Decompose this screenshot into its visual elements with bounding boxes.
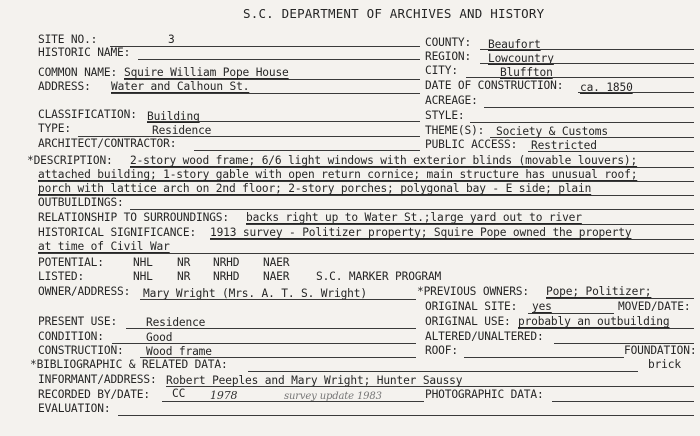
city-value: Bluffton [500,66,553,79]
potential-nrhd: NRHD [213,256,240,269]
architect-label: ARCHITECT/CONTRACTOR: [38,137,177,150]
public-access-line [528,151,694,152]
bibliographic-line [248,371,638,372]
site-no-value: 3 [168,33,175,46]
recorded-update-note: survey update 1983 [284,391,382,402]
listed-label: LISTED: [38,270,85,283]
theme-label: THEME(S): [425,124,485,137]
roof-line [464,357,624,358]
construction-label: CONSTRUCTION: [38,344,124,357]
photographic-line [552,401,694,402]
significance-label: HISTORICAL SIGNIFICANCE: [38,226,197,239]
altered-label: ALTERED/UNALTERED: [425,330,544,343]
previous-owners-label: *PREVIOUS OWNERS: [417,285,529,298]
theme-line [490,137,694,138]
informant-label: INFORMANT/ADDRESS: [38,373,157,386]
condition-label: CONDITION: [38,330,104,343]
card-header-title: S.C. DEPARTMENT OF ARCHIVES AND HISTORY [243,6,545,21]
description-label: *DESCRIPTION: [27,154,113,167]
classification-line [147,121,420,122]
evaluation-label: EVALUATION: [38,402,111,415]
present-use-value: Residence [146,316,206,329]
date-construction-label: DATE OF CONSTRUCTION: [425,79,564,92]
city-line [466,77,694,78]
original-site-label: ORIGINAL SITE: [425,300,518,313]
recorded-label: RECORDED BY/DATE: [38,388,150,401]
site-no-line [110,46,420,47]
acreage-line [484,107,694,108]
surroundings-line [246,224,694,225]
informant-line [166,386,694,387]
potential-nr: NR [177,256,191,269]
evaluation-line [118,415,694,416]
region-value: Lowcountry [488,52,554,65]
condition-line [112,343,416,344]
classification-value: Building [147,110,200,123]
site-no-label: SITE NO.: [38,33,98,46]
significance-rule-2 [38,253,694,254]
description-line-1: 2-story wood frame; 6/6 light windows with exterior blinds (movable louvers); [130,154,638,167]
common-name-label: COMMON NAME: [38,66,118,79]
region-line [480,63,694,64]
date-line [578,92,694,93]
county-label: COUNTY: [425,36,472,49]
owner-value: Mary Wright (Mrs. A. T. S. Wright) [143,287,367,300]
original-use-line [518,328,694,329]
significance-rule-1 [210,239,694,240]
roof-label: ROOF: [425,344,458,357]
listed-nrhd: NRHD [213,270,240,283]
present-use-label: PRESENT USE: [38,315,118,328]
type-label: TYPE: [38,122,71,135]
recorded-year: 1978 [210,389,238,402]
recorded-initials: CC [172,387,186,400]
surroundings-label: RELATIONSHIP TO SURROUNDINGS: [38,211,229,224]
description-line-2: attached building; 1-story gable with open return cornice; main structure has unusual roof; [38,168,638,181]
listed-nr: NR [177,270,191,283]
type-value: Residence [152,124,212,137]
style-label: STYLE: [425,109,465,122]
marker-program: S.C. MARKER PROGRAM [316,270,442,283]
potential-label: POTENTIAL: [38,256,104,269]
construction-value: Wood frame [146,345,212,358]
architect-line [194,150,420,151]
public-access-value: Restricted [531,139,597,152]
original-use-label: ORIGINAL USE: [425,315,511,328]
condition-value: Good [146,331,173,344]
owner-line [140,299,416,300]
acreage-label: ACREAGE: [425,94,478,107]
significance-line-1: 1913 survey - Politizer property; Squire Pope owned the property [210,226,632,239]
potential-naer: NAER [263,256,290,269]
historic-name-label: HISTORIC NAME: [38,46,131,59]
present-use-line [126,328,416,329]
address-label: ADDRESS: [38,80,91,93]
original-use-value: probably an outbuilding [518,315,670,328]
region-label: REGION: [425,50,472,63]
original-site-value: yes [532,300,552,313]
date-construction-value: ca. 1850 [580,81,633,94]
recorded-line [162,401,424,402]
outbuildings-line [130,209,694,210]
photographic-label: PHOTOGRAPHIC DATA: [425,388,544,401]
surroundings-value: backs right up to Water St.;large yard out to river [246,211,582,224]
listed-naer: NAER [263,270,290,283]
address-value: Water and Calhoun St. [111,80,250,93]
outbuildings-label: OUTBUILDINGS: [38,196,124,209]
previous-owners-line [546,298,694,299]
bibliographic-label: *BIBLIOGRAPHIC & RELATED DATA: [30,358,228,371]
county-line [480,49,694,50]
previous-owners-value: Pope; Politizer; [546,285,652,298]
style-line [470,122,694,123]
foundation-value: brick [648,358,681,371]
description-line-3: porch with lattice arch on 2nd floor; 2-story porches; polygonal bay - E side; plain [38,182,592,195]
historic-name-line [138,59,420,60]
informant-value: Robert Peeples and Mary Wright; Hunter Saussy [166,374,463,387]
owner-label: OWNER/ADDRESS: [38,285,131,298]
county-value: Beaufort [488,38,541,51]
public-access-label: PUBLIC ACCESS: [425,138,518,151]
common-name-value: Squire William Pope House [124,66,289,79]
potential-nhl: NHL [133,256,153,269]
theme-value: Society & Customs [496,125,608,138]
significance-line-2: at time of Civil War [38,240,170,253]
description-rule-3 [38,195,694,196]
original-site-line [528,313,614,314]
listed-nhl: NHL [133,270,153,283]
classification-label: CLASSIFICATION: [38,108,137,121]
address-line [111,93,420,94]
city-label: CITY: [425,64,458,77]
moved-date-label: MOVED/DATE: [618,300,691,313]
foundation-label: FOUNDATION: [624,344,697,357]
